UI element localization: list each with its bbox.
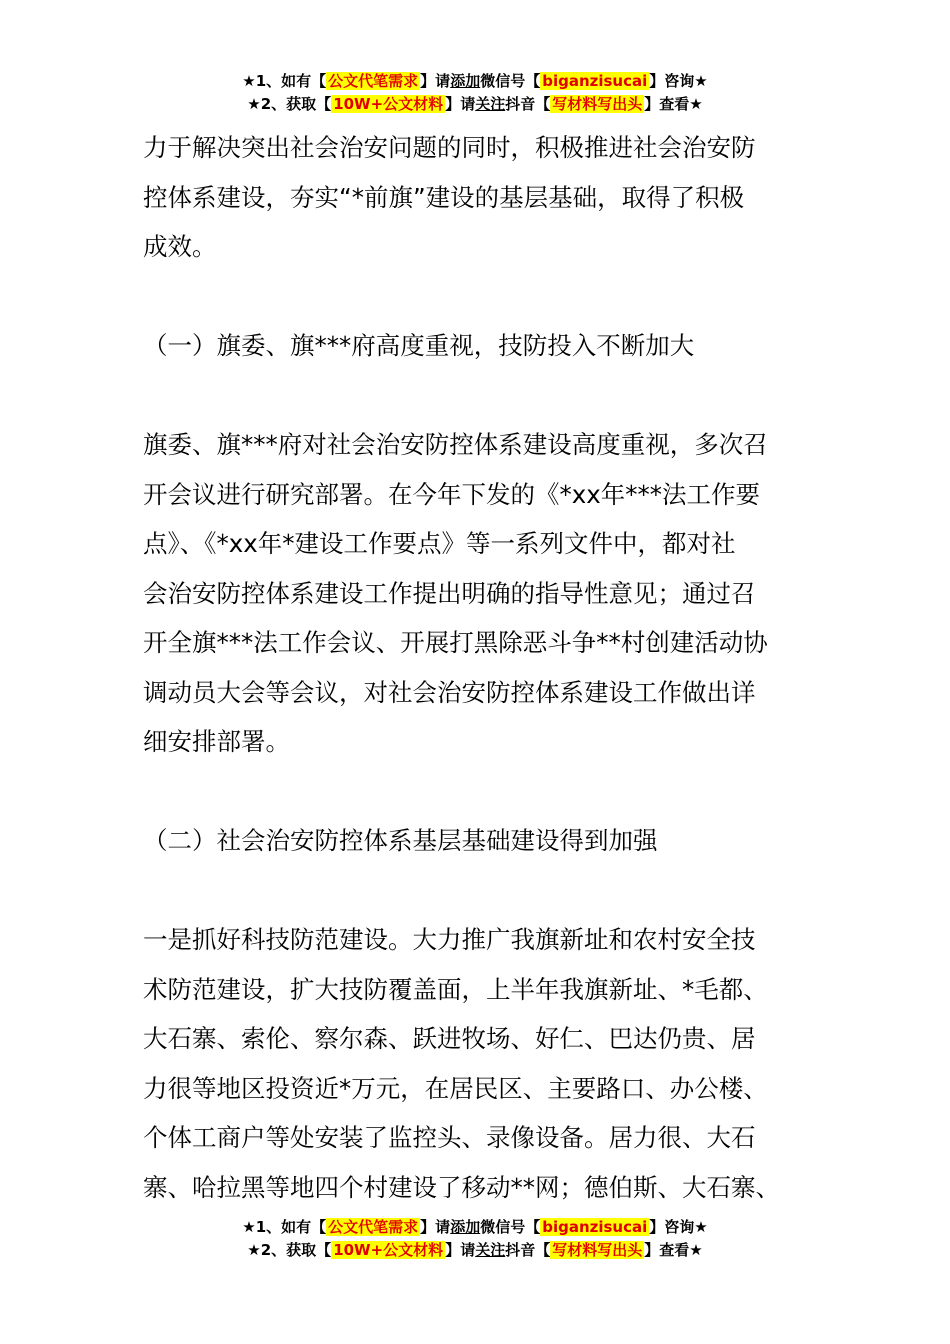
body-text-line: 细安排部署。 bbox=[143, 727, 290, 756]
body-text-line: 大石寨、索伦、察尔森、跃进牧场、好仁、巴达仍贵、居 bbox=[143, 1024, 756, 1053]
body-text-line: 一是抓好科技防范建设。大力推广我旗新址和农村安全技 bbox=[143, 925, 756, 954]
highlight-douyin: 写材料写出头 bbox=[552, 1241, 643, 1259]
body-text-line: 控体系建设，夯实“*前旗”建设的基层基础，取得了积极 bbox=[143, 182, 745, 212]
highlight-service: 公文代笔需求 bbox=[328, 1218, 419, 1236]
body-text-line: 寨、哈拉黑等地四个村建设了移动**网；德伯斯、大石寨、 bbox=[143, 1172, 780, 1202]
body-text-line: 力于解决突出社会治安问题的同时，积极推进社会治安防 bbox=[143, 133, 756, 162]
body-text-line: 个体工商户等处安装了监控头、录像设备。居力很、大石 bbox=[143, 1123, 756, 1152]
blank-line bbox=[143, 866, 815, 916]
body-text-line: 点》、《*xx年*建设工作要点》等一系列文件中，都对社 bbox=[143, 529, 736, 558]
blank-line bbox=[143, 371, 815, 421]
highlight-wechat-id: biganzisucai bbox=[542, 72, 648, 90]
highlight-service: 公文代笔需求 bbox=[328, 72, 419, 90]
banner-line-2: ★2、获取【 10W+公文材料 】请关注抖音【 写材料写出头 】查看★ bbox=[247, 95, 703, 113]
body-text-line: 开会议进行研究部署。在今年下发的《*xx年***法工作要 bbox=[143, 479, 760, 509]
highlight-materials: 10W+公文材料 bbox=[333, 95, 444, 113]
body-text-line: （一）旗委、旗***府高度重视，技防投入不断加大 bbox=[143, 331, 695, 360]
banner-line-1: ★1、如有【 公文代笔需求 】请添加微信号【 biganzisucai 】咨询★ bbox=[242, 1218, 708, 1236]
body-text-line: 调动员大会等会议，对社会治安防控体系建设工作做出详 bbox=[143, 677, 756, 707]
promo-banner-bottom bbox=[0, 1216, 950, 1262]
body-text-line: 力很等地区投资近*万元，在居民区、主要路口、办公楼、 bbox=[143, 1073, 768, 1103]
promo-banner-top bbox=[0, 70, 950, 116]
document-body bbox=[143, 123, 815, 1212]
banner-line-1: ★1、如有【 公文代笔需求 】请添加微信号【 biganzisucai 】咨询★ bbox=[242, 72, 708, 90]
blank-line bbox=[143, 767, 815, 817]
banner-line-2: ★2、获取【 10W+公文材料 】请关注抖音【 写材料写出头 】查看★ bbox=[247, 1241, 703, 1259]
blank-line bbox=[143, 272, 815, 322]
body-text-line: 旗委、旗***府对社会治安防控体系建设高度重视，多次召 bbox=[143, 430, 768, 459]
body-text-line: （二）社会治安防控体系基层基础建设得到加强 bbox=[143, 826, 658, 855]
body-text-line: 开全旗***法工作会议、开展打黑除恶斗争**村创建活动协 bbox=[143, 628, 768, 657]
highlight-wechat-id: biganzisucai bbox=[542, 1218, 648, 1236]
body-text-line: 会治安防控体系建设工作提出明确的指导性意见；通过召 bbox=[143, 578, 756, 608]
highlight-douyin: 写材料写出头 bbox=[552, 95, 643, 113]
body-text-line: 成效。 bbox=[143, 232, 217, 261]
body-text-line: 术防范建设，扩大技防覆盖面，上半年我旗新址、*毛都、 bbox=[143, 974, 768, 1004]
highlight-materials: 10W+公文材料 bbox=[333, 1241, 444, 1259]
